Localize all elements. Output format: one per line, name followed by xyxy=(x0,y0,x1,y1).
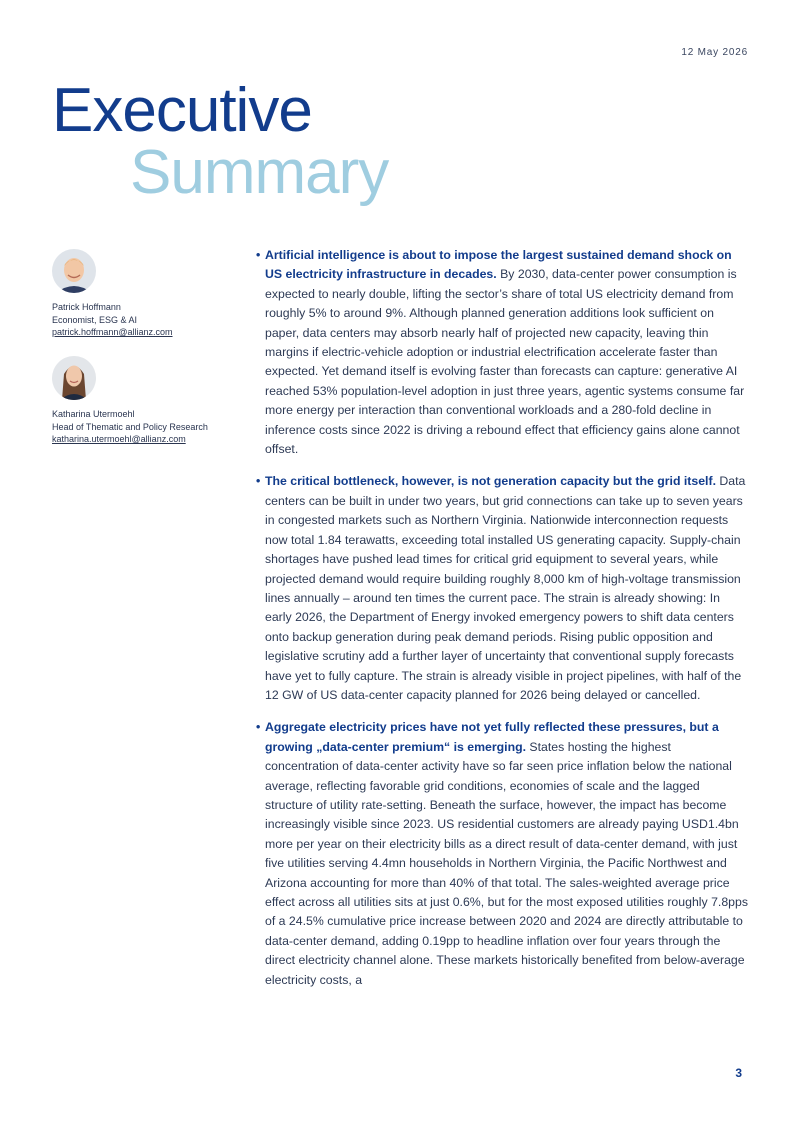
summary-bullet-2 xyxy=(256,472,748,705)
page-title-line1: Executive xyxy=(52,76,312,145)
author-card-hoffmann xyxy=(52,249,242,339)
bullet-body: Data centers can be built in under two years, but grid connections can take up to seven years in congested markets such as Northern Virginia. Nationwide interconnection requests now total 1.84 terawatts, exceeding total installed US generating capacity. Supply-chain shortages have pushed lead times for critical grid equipment to several years, while projected demand would require building roughly 8,000 km of high-voltage transmission lines annually – around ten times the current pace. The strain is already showing: In early 2026, the Department of Energy invoked emergency powers to shift data centers onto backup generation during peak demand periods. Rising public opposition and legislative scrutiny add a further layer of uncertainty that conventional supply forecasts have yet to fully capture. The strain is already visible in project pipelines, with half of the 12 GW of US data-center capacity planned for 2026 being delayed or cancelled. xyxy=(265,474,746,702)
bullet-lead: Artificial intelligence is about to impose the largest sustained demand shock on US electricity infrastructure in decades. xyxy=(265,248,732,282)
author-name: Patrick Hoffmann xyxy=(52,302,121,312)
author-email-link[interactable]: katharina.utermoehl@allianz.com xyxy=(52,434,186,444)
bullet-dot-icon: • xyxy=(256,474,261,489)
bullet-body: By 2030, data-center power consumption is expected to nearly double, lifting the sector’s share of total US electricity demand from roughly 5% to around 9%. Although planned generation additions look sufficient on paper, data centers may absorb nearly half of projected new capacity, leaving thin margins if electric-vehicle adoption or industrial electrification accelerate faster than expected. Yet demand itself is evolving faster than forecasts can capture: generative AI reached 53% population-level adoption in just three years, agentic systems consume far more energy per interaction than conventional workloads and a 280-fold decline in inference costs since 2022 is driving a rebound effect that efficiency gains alone cannot offset. xyxy=(265,267,745,457)
summary-body xyxy=(256,246,748,1003)
page-number: 3 xyxy=(735,1066,742,1080)
author-email-link[interactable]: patrick.hoffmann@allianz.com xyxy=(52,327,173,337)
summary-bullet-3 xyxy=(256,718,748,990)
author-card-utermoehl xyxy=(52,356,242,446)
author-role: Economist, ESG & AI xyxy=(52,314,138,325)
avatar-utermoehl-icon xyxy=(52,356,96,400)
report-date: 12 May 2026 xyxy=(681,47,748,58)
bullet-dot-icon: • xyxy=(256,248,261,262)
bullet-lead: Aggregate electricity prices have not yet fully reflected these pressures, but a growing „data-center premium“ is emerging. xyxy=(265,720,719,754)
bullet-body: States hosting the highest concentration of data-center activity have so far seen price inflation below the national average, reflecting favorable grid conditions, economies of scale and the lagged structure of utility rate-setting. Beneath the surface, however, the impact has become increasingly visible since 2023. US residential customers are already paying USD1.4bn more per year on their electricity bills as a direct result of data-center demand, with just five utilities serving 4.4mn households in Northern Virginia, the Pacific Northwest and Arizona accounting for more than 40% of that total. The sales-weighted average price effect across all utilities sits at just 0.6%, but for the most exposed utilities roughly 7.8pps of a 24.5% cumulative price increase between 2020 and 2024 are directly attributable to data-center demand, adding 0.19pp to headline inflation over four years through the direct electricity channel alone. These markets historically benefited from below-average electricity costs, a xyxy=(265,739,749,987)
avatar-hoffmann-icon xyxy=(52,249,96,293)
summary-bullet-1 xyxy=(256,246,748,459)
page-title-line2: Summary xyxy=(130,138,389,207)
bullet-dot-icon: • xyxy=(256,720,261,735)
author-role: Head of Thematic and Policy Research xyxy=(52,421,208,432)
author-name: Katharina Utermoehl xyxy=(52,409,135,419)
bullet-lead: The critical bottleneck, however, is not generation capacity but the grid itself. xyxy=(265,474,716,489)
